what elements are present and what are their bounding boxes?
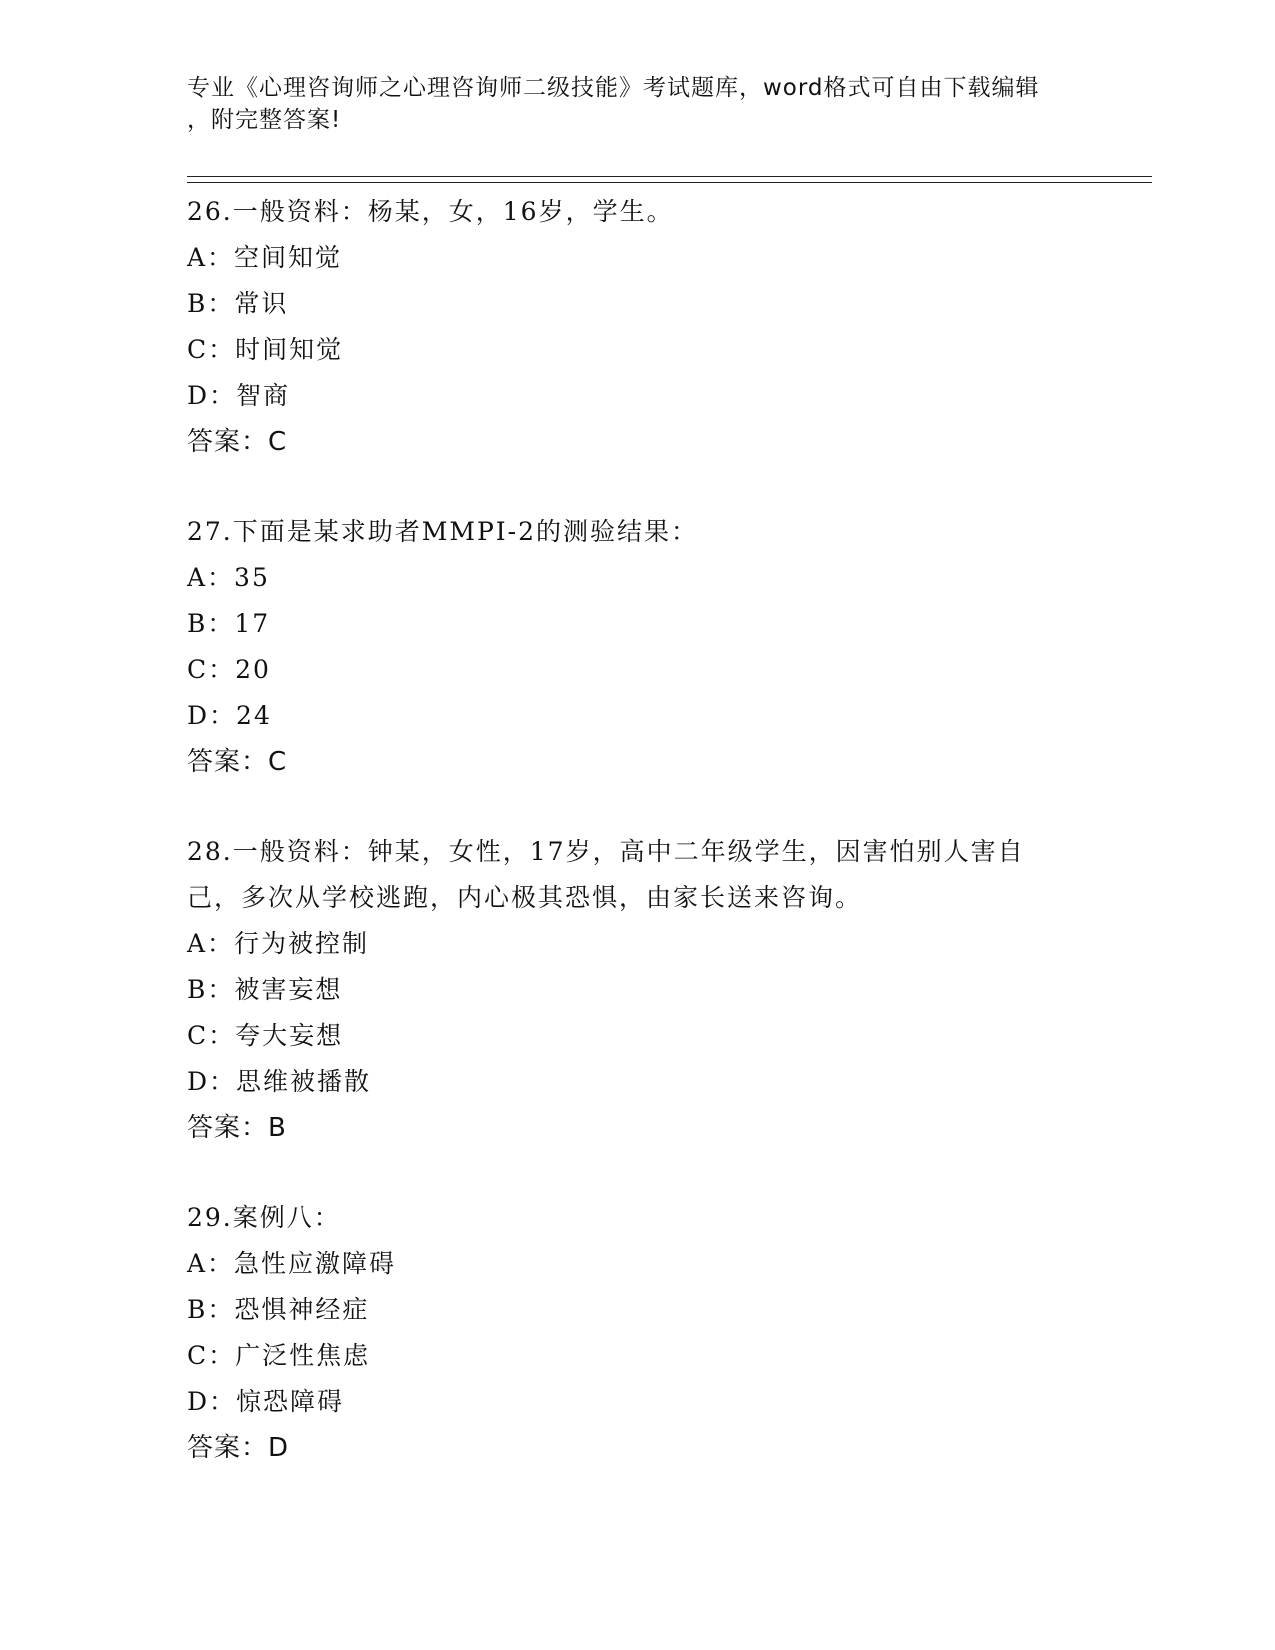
- option-c: C：20: [187, 655, 271, 684]
- option-d: D：惊恐障碍: [187, 1387, 345, 1416]
- option-d: D：思维被播散: [187, 1067, 372, 1096]
- question-27: [187, 509, 1087, 785]
- option-c: C：时间知觉: [187, 335, 344, 364]
- option-a: A：急性应激障碍: [187, 1249, 397, 1278]
- question-stem: 26.一般资料：杨某，女，16岁，学生。: [187, 197, 674, 226]
- answer: 答案：C: [187, 747, 288, 777]
- option-a: A：35: [187, 563, 270, 592]
- option-c: C：夸大妄想: [187, 1021, 344, 1050]
- option-d: D：24: [187, 701, 272, 730]
- option-d: D：智商: [187, 381, 291, 410]
- answer: 答案：C: [187, 427, 288, 457]
- header-line-1: 专业《心理咨询师之心理咨询师二级技能》考试题库，word格式可自由下载编辑: [187, 75, 1040, 101]
- option-b: B：常识: [187, 289, 289, 318]
- document-header: [187, 72, 1087, 136]
- answer: 答案：B: [187, 1113, 287, 1143]
- option-a: A：空间知觉: [187, 243, 343, 272]
- question-29: [187, 1195, 1087, 1471]
- question-stem-line-2: 己，多次从学校逃跑，内心极其恐惧，由家长送来咨询。: [187, 883, 863, 912]
- question-stem-line-1: 28.一般资料：钟某，女性，17岁，高中二年级学生，因害怕别人害自: [187, 837, 1025, 866]
- question-26: [187, 189, 1087, 465]
- question-28: [187, 829, 1087, 1151]
- question-stem: 27.下面是某求助者MMPI-2的测验结果：: [187, 517, 699, 546]
- answer: 答案：D: [187, 1433, 290, 1463]
- option-b: B：17: [187, 609, 271, 638]
- header-divider-bottom: [187, 182, 1152, 183]
- question-stem: 29.案例八：: [187, 1203, 341, 1232]
- header-divider-top: [187, 176, 1152, 177]
- header-line-2: ，附完整答案!: [187, 107, 342, 133]
- option-c: C：广泛性焦虑: [187, 1341, 371, 1370]
- option-a: A：行为被控制: [187, 929, 370, 958]
- option-b: B：恐惧神经症: [187, 1295, 370, 1324]
- option-b: B：被害妄想: [187, 975, 343, 1004]
